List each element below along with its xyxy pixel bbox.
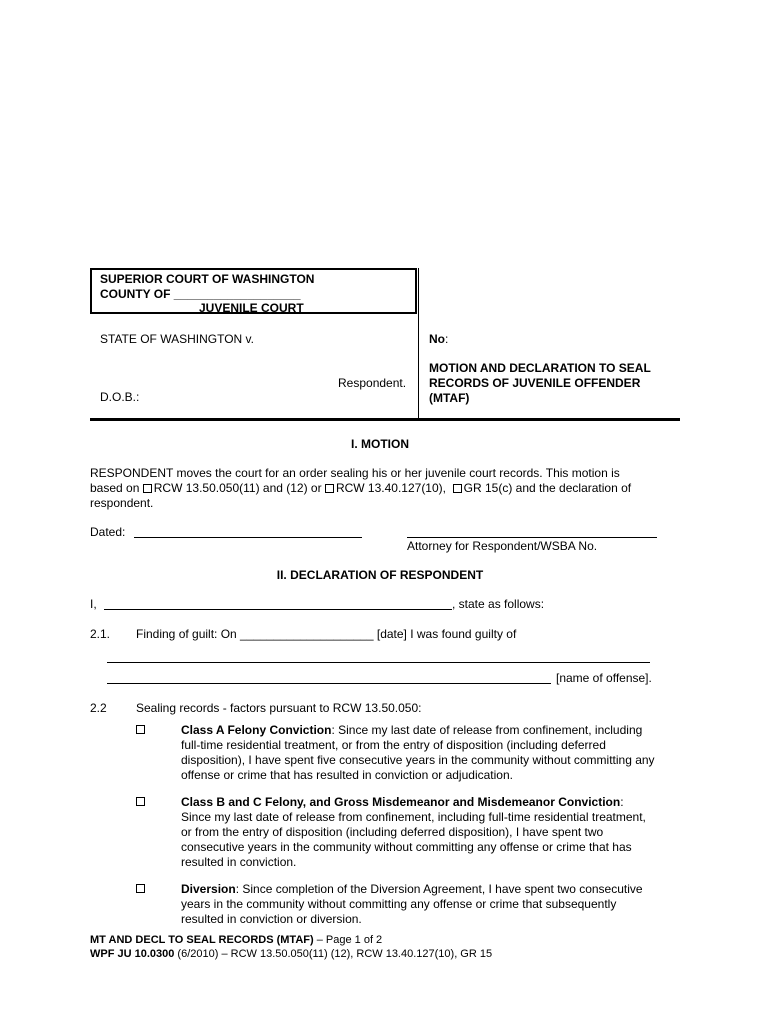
attorney-label: Attorney for Respondent/WSBA No.: [407, 539, 598, 553]
declarant-suffix: , state as follows:: [452, 597, 545, 611]
finding-of-guilt-text: Finding of guilt: On ____________________ [date] I was found guilty of: [136, 627, 517, 641]
class-b-c-felony-checkbox[interactable]: [136, 797, 145, 806]
caption-rule: [90, 418, 680, 421]
offense-line-2[interactable]: [107, 683, 551, 684]
dated-label: Dated:: [90, 525, 126, 539]
section-2-1-number: 2.1.: [90, 627, 111, 641]
respondent-label: Respondent.: [338, 376, 407, 390]
dob-label: D.O.B.:: [100, 390, 140, 404]
case-number: No:: [429, 332, 449, 346]
class-a-felony-checkbox[interactable]: [136, 725, 145, 734]
declarant-prefix: I,: [90, 597, 97, 611]
case-number-label: No: [429, 332, 445, 346]
declarant-name-field[interactable]: [104, 609, 452, 610]
county-line: COUNTY OF ___________________: [100, 287, 301, 301]
diversion-checkbox[interactable]: [136, 884, 145, 893]
motion-text: RESPONDENT moves the court for an order sealing his or her juvenile court records. This motion is based on RCW 13.50.050(11) and (12) or RCW 13.40.127(10), GR 15(c) and the declaration of respondent.: [90, 466, 632, 510]
class-b-c-felony-text: Class B and C Felony, and Gross Misdemeanor and Misdemeanor Conviction: Since my last date of release from confinement, including full-time residential treatment, or from the entry of disposition (including deferred disposition), I have spent two consecutive years in the community without committing any offense or crime that has resulted in conviction.: [181, 795, 646, 869]
document-title: MOTION AND DECLARATION TO SEAL RECORDS OF JUVENILE OFFENDER (MTAF): [429, 361, 651, 405]
footer-line-2: WPF JU 10.0300 (6/2010) – RCW 13.50.050(11) (12), RCW 13.40.127(10), GR 15: [90, 948, 493, 960]
declaration-heading: II. DECLARATION OF RESPONDENT: [276, 568, 484, 582]
court-name: SUPERIOR COURT OF WASHINGTON: [100, 272, 315, 286]
offense-line-1[interactable]: [107, 662, 650, 663]
offense-label: [name of offense].: [556, 671, 652, 685]
dated-field[interactable]: [134, 537, 362, 538]
footer-line-1: MT AND DECL TO SEAL RECORDS (MTAF) – Page 1 of 2: [90, 934, 383, 946]
caption-divider: [418, 268, 419, 418]
attorney-signature-field[interactable]: [407, 537, 657, 538]
gr-15c-checkbox[interactable]: [453, 484, 462, 493]
motion-heading: I. MOTION: [351, 437, 409, 451]
state-of-washington: STATE OF WASHINGTON v.: [100, 332, 255, 346]
juvenile-court: JUVENILE COURT: [199, 301, 304, 315]
sealing-factors-text: Sealing records - factors pursuant to RCW 13.50.050:: [136, 701, 422, 715]
section-2-2-number: 2.2: [90, 701, 107, 715]
class-a-felony-text: Class A Felony Conviction: Since my last date of release from confinement, including full-time residential treatment, or from the entry of disposition (including deferred disposition), I have spent five consecutive years in the community without committing any offense or crime that has resulted in conviction or adjudication.: [181, 723, 655, 782]
diversion-text: Diversion: Since completion of the Diversion Agreement, I have spent two consecutive years in the community without committing any offense or crime that subsequently resulted in conviction or diversion.: [181, 882, 643, 926]
rcw-13-50-050-checkbox[interactable]: [143, 484, 152, 493]
rcw-13-40-127-checkbox[interactable]: [325, 484, 334, 493]
